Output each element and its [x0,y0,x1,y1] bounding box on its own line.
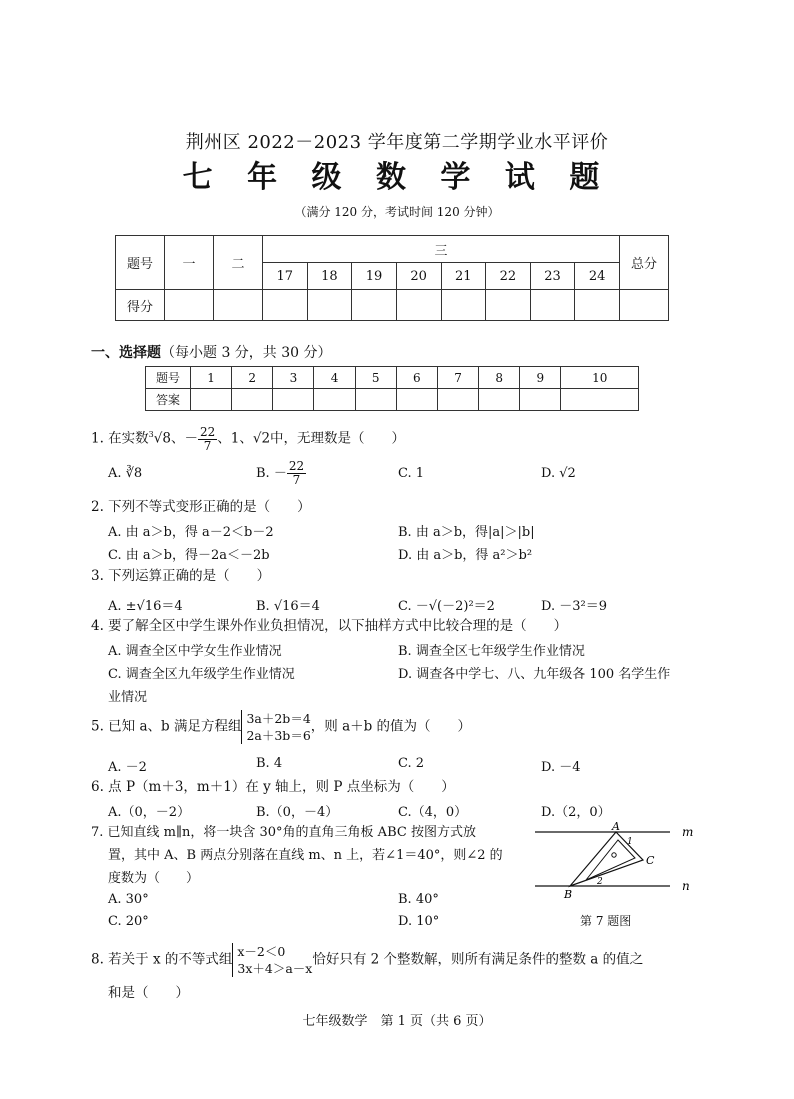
q2-option-c[interactable]: C. 由 a＞b，得－2a＜－2b [108,548,270,563]
score-col-3: 三 [263,236,620,263]
triangle-hole [612,853,616,857]
q1-stem-part: 1. 在实数 [91,430,149,447]
score-cell[interactable] [486,290,531,321]
score-cell[interactable] [396,290,441,321]
score-total: 总分 [620,236,669,290]
answer-col: 10 [561,367,639,389]
answer-cell[interactable] [479,389,520,411]
question-7-line1: 7. 已知直线 m∥n，将一块含 30°角的直角三角板 ABC 按图方式放 [91,825,476,840]
fig-label-m: m [682,825,694,839]
q1-stem-part: 、1、 [217,430,253,447]
answer-table [145,366,639,411]
score-cell[interactable] [263,290,308,321]
fig-label-a: A [612,820,620,833]
q7-figure [530,820,700,900]
q1-option-c[interactable]: C. 1 [398,466,425,481]
fig-label-1: 1 [627,837,633,847]
score-sub-col: 21 [441,263,486,290]
fraction-numerator: 22 [199,424,216,439]
answer-cell[interactable] [232,389,273,411]
question-4-stem: 4. 要了解全区中学生课外作业负担情况，以下抽样方式中比较合理的是（ ） [91,618,568,634]
fraction-denominator: 7 [292,473,301,487]
q7-option-d[interactable]: D. 10° [398,914,440,929]
q7-option-b[interactable]: B. 40° [398,892,439,907]
score-sub-col: 24 [575,263,620,290]
q5-equation-system [241,710,310,744]
answer-col: 8 [479,367,520,389]
q6-option-b[interactable]: B.（0，－4） [256,805,339,820]
answer-cell[interactable] [191,389,232,411]
q2-option-d[interactable]: D. 由 a＞b，得 a²＞b² [398,548,533,563]
answer-col: 3 [273,367,314,389]
q5-option-c[interactable]: C. 2 [398,756,425,771]
fig-label-2: 2 [597,877,603,887]
score-cell[interactable] [441,290,486,321]
q2-option-b[interactable]: B. 由 a＞b，得|a|＞|b| [398,525,535,540]
answer-cell[interactable] [273,389,314,411]
q8-inequality-system [232,943,312,977]
question-7-line2: 置，其中 A、B 两点分别落在直线 m、n 上，若∠1＝40°，则∠2 的 [108,848,503,863]
exam-subtitle: （满分 120 分，考试时间 120 分钟） [294,205,500,219]
q1-option-d[interactable]: D. √2 [541,466,576,481]
question-7-line3: 度数为（ ） [108,871,200,886]
answer-cell[interactable] [561,389,639,411]
fig-label-n: n [682,879,690,893]
score-sub-col: 22 [486,263,531,290]
score-cell[interactable] [307,290,352,321]
question-5-stem [91,710,471,744]
q8-stem-part: 8. 若关于 x 的不等式组 [91,951,233,968]
q4-option-d-line1[interactable]: D. 调查各中学七、八、九年级各 100 名学生作 [398,667,671,682]
score-label-num: 题号 [116,236,165,290]
q1-option-b-fraction [287,460,306,487]
q4-option-b[interactable]: B. 调查全区七年级学生作业情况 [398,644,585,659]
q4-option-a[interactable]: A. 调查全区中学女生作业情况 [108,644,282,659]
score-cell[interactable] [620,290,669,321]
answer-col: 5 [355,367,396,389]
answer-col: 4 [314,367,355,389]
score-sub-col: 18 [307,263,352,290]
score-sub-col: 19 [352,263,397,290]
q5-option-d[interactable]: D. －4 [541,760,581,775]
q8-inequality: x－2＜0 [237,944,286,959]
question-3-stem: 3. 下列运算正确的是（ ） [91,568,271,584]
q4-option-c[interactable]: C. 调查全区九年级学生作业情况 [108,667,295,682]
answer-col: 1 [191,367,232,389]
q1-option-b-prefix: B. － [256,466,287,481]
section1-note: （每小题 3 分，共 30 分） [161,345,332,361]
q3-option-b[interactable]: B. √16＝4 [256,599,320,614]
q8-stem-part: 恰好只有 2 个整数解，则所有满足条件的整数 a 的值之 [312,951,644,968]
answer-cell[interactable] [520,389,561,411]
page-footer: 七年级数学 第 1 页（共 6 页） [302,1014,492,1029]
q3-option-a[interactable]: A. ±√16＝4 [108,599,183,614]
score-cell[interactable] [352,290,397,321]
q5-option-a[interactable]: A. －2 [108,760,147,775]
section1-title: 一、选择题 [91,345,161,361]
score-sub-col: 20 [396,263,441,290]
section1-heading [91,342,332,362]
score-col-2: 二 [214,236,263,290]
question-8-stem [91,943,643,977]
q3-option-d[interactable]: D. －3²＝9 [541,599,607,614]
q1-fraction [198,426,217,453]
q5-option-b[interactable]: B. 4 [256,756,283,771]
question-8-line2: 和是（ ） [108,985,189,1001]
fraction-denominator: 7 [203,438,212,453]
q1-stem-part: 2中，无理数是（ ） [261,430,406,447]
answer-cell[interactable] [437,389,478,411]
q5-stem-part: ，则 a＋b 的值为（ ） [310,718,472,735]
score-sub-col: 23 [530,263,575,290]
fraction-numerator: 22 [288,459,305,473]
q3-option-c[interactable]: C. －√(－2)²＝2 [398,599,495,614]
q7-option-c[interactable]: C. 20° [108,914,149,929]
question-1-stem: 1. 在实数$^3$√8、－ $\frac{22}{7}$ 、1、√2中，无理数是（ ） [91,424,406,453]
q7-figure-caption: 第 7 题图 [580,914,632,928]
answer-col: 7 [437,367,478,389]
answer-cell[interactable] [355,389,396,411]
score-cell[interactable] [165,290,214,321]
q2-option-a[interactable]: A. 由 a＞b，得 a－2＜b－2 [108,525,274,540]
q5-equation: 3a＋2b＝4 [246,711,311,726]
answer-col: 6 [396,367,437,389]
question-6-stem: 6. 点 P（m＋3，m＋1）在 y 轴上，则 P 点坐标为（ ） [91,779,455,795]
q1-option-a[interactable]: A. ∛8 [108,466,143,481]
score-label-score: 得分 [116,290,165,321]
q6-option-a[interactable]: A.（0，－2） [108,805,191,820]
answer-label-num: 题号 [146,367,191,389]
score-col-1: 一 [165,236,214,290]
q6-option-c[interactable]: C.（4，0） [398,805,468,820]
score-sub-col: 17 [263,263,308,290]
q8-inequality: 3x＋4＞a－x [237,961,313,976]
answer-cell[interactable] [396,389,437,411]
exam-title: 七 年 级 数 学 试 题 [182,160,612,195]
question-2-stem: 2. 下列不等式变形正确的是（ ） [91,499,311,515]
fig-label-b: B [564,888,573,900]
exam-region-line: 荆州区 2022－2023 学年度第二学期学业水平评价 [185,132,609,153]
answer-col: 2 [232,367,273,389]
score-cell[interactable] [575,290,620,321]
q5-stem-part: 5. 已知 a、b 满足方程组 [91,718,242,735]
q1-stem-part: 8、－ [162,430,198,447]
answer-cell[interactable] [314,389,355,411]
q4-option-d-line2: 业情况 [108,690,148,705]
answer-label-ans: 答案 [146,389,191,411]
fig-label-c: C [646,854,655,867]
q1-option-b[interactable] [256,460,306,487]
answer-col: 9 [520,367,561,389]
score-cell[interactable] [530,290,575,321]
score-table [115,235,669,321]
q7-option-a[interactable]: A. 30° [108,892,149,907]
score-cell[interactable] [214,290,263,321]
q5-equation: 2a＋3b＝6 [246,728,311,743]
q6-option-d[interactable]: D.（2，0） [541,805,611,820]
